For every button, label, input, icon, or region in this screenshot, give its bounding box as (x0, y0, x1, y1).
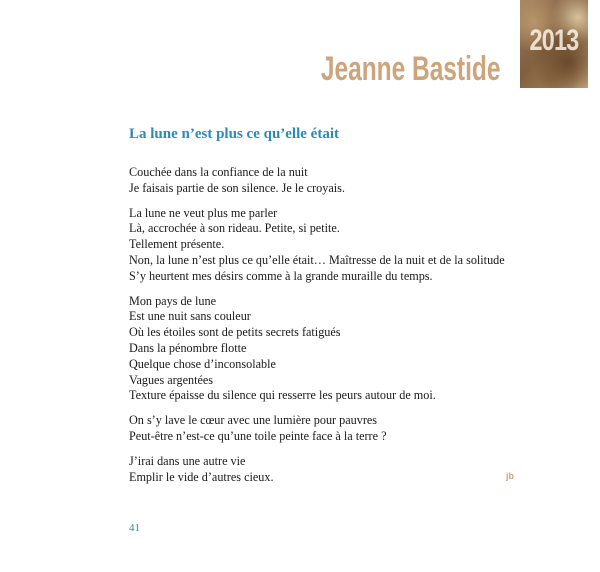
poem-line: Peut-être n’est-ce qu’une toile peinte face à la terre ? (129, 428, 387, 443)
poem-stanza (129, 165, 529, 197)
poem-stanza (129, 206, 529, 285)
author-name: Jeanne Bastide (320, 50, 500, 88)
poem-line: Tellement présente. (129, 237, 225, 252)
poem-line: On s’y lave le cœur avec une lumière pour pauvres (129, 413, 378, 428)
author-signature: jb (506, 471, 514, 481)
poem-line: Non, la lune n’est plus ce qu’elle était… Maîtresse de la nuit et de la solitude (129, 252, 505, 267)
poem-line: Où les étoiles sont de petits secrets fatigués (129, 325, 341, 340)
page-number: 41 (129, 522, 140, 534)
poem-line: Quelque chose d’inconsolable (129, 356, 276, 371)
poem-line: J’irai dans une autre vie (129, 453, 246, 468)
poem-line: Emplir le vide d’autres cieux. (129, 469, 274, 484)
poem-title: La lune n’est plus ce qu’elle était (129, 126, 339, 142)
poem-line: Texture épaisse du silence qui resserre les peurs autour de moi. (129, 388, 436, 403)
poem-line: S’y heurtent mes désirs comme à la grande muraille du temps. (129, 268, 433, 283)
poem-line: Je faisais partie de son silence. Je le croyais. (129, 180, 345, 195)
poem-stanza (129, 454, 529, 486)
poem-stanza (129, 294, 529, 405)
poem-line: Vagues argentées (129, 372, 214, 387)
poem-stanza (129, 413, 529, 445)
header-painting-image (520, 0, 588, 88)
poem-line: Dans la pénombre flotte (129, 340, 247, 355)
poem-line: Couchée dans la confiance de la nuit (129, 165, 308, 179)
poem-line: Est une nuit sans couleur (129, 309, 251, 324)
poem-line: La lune ne veut plus me parler (129, 205, 278, 220)
poem-line: Là, accrochée à son rideau. Petite, si petite. (129, 221, 340, 236)
poem-line: Mon pays de lune (129, 293, 216, 308)
header-year: 2013 (529, 24, 579, 57)
poem-body (129, 165, 529, 494)
